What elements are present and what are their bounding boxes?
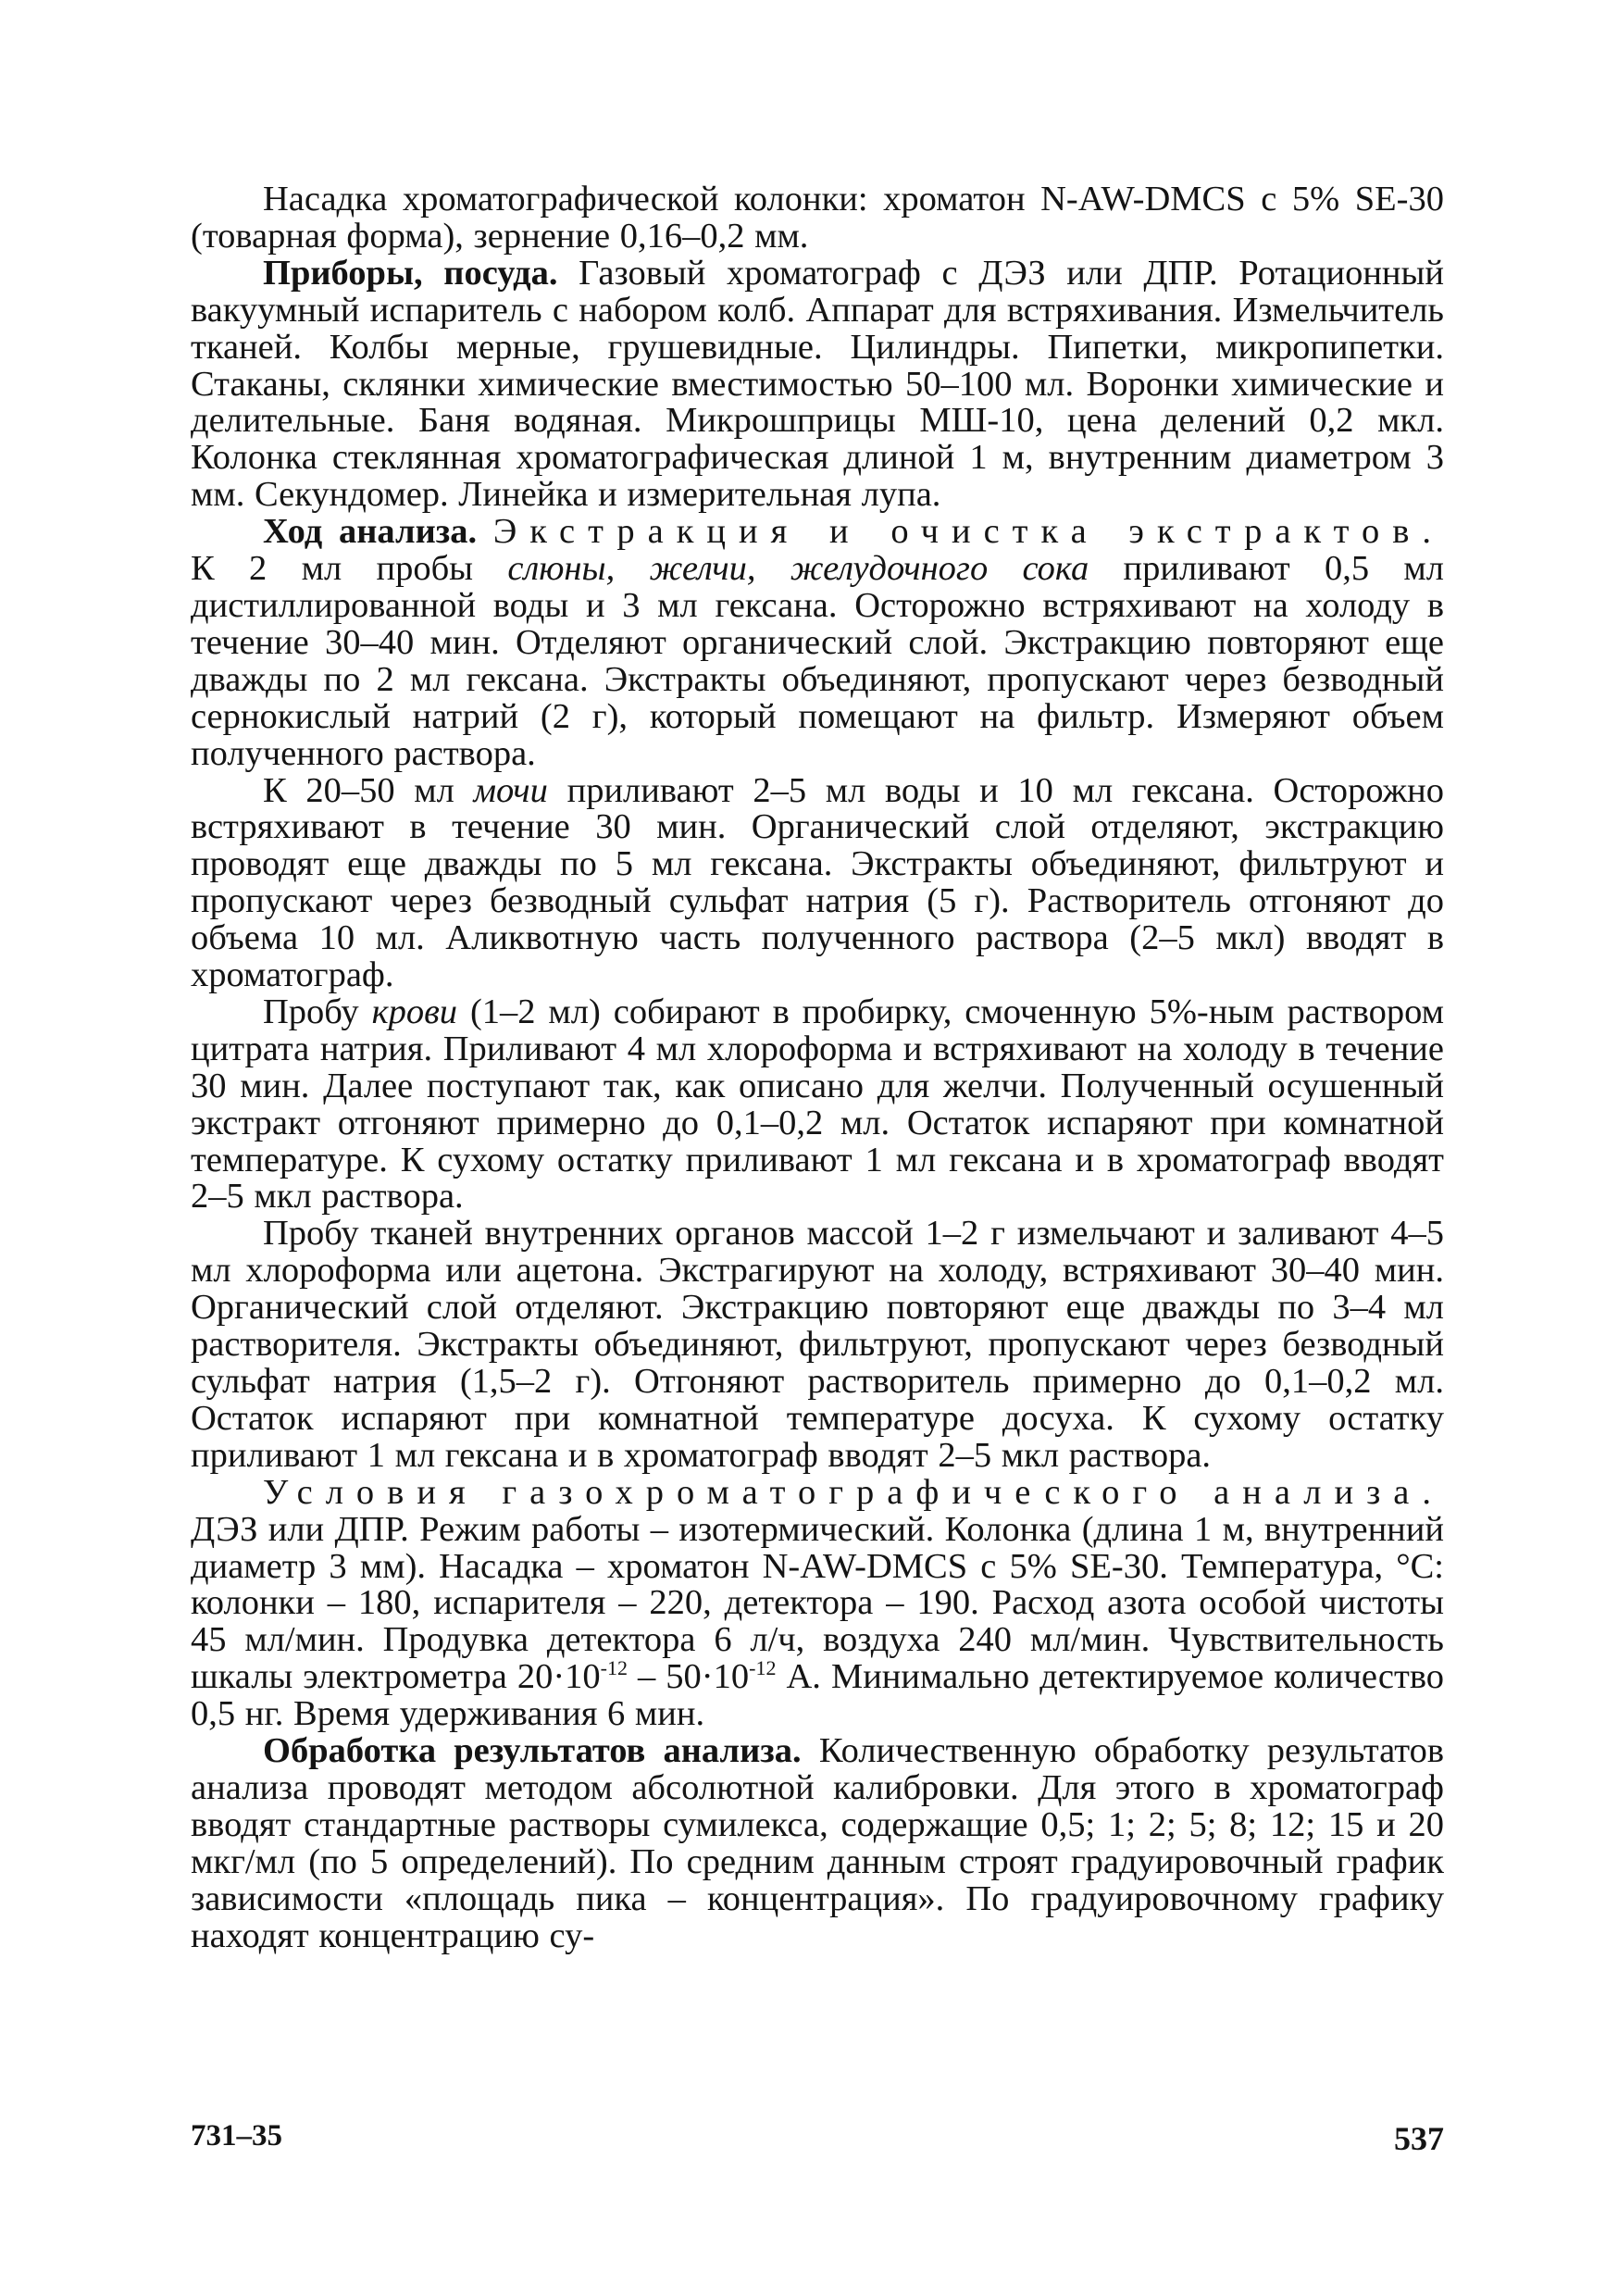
gc-text-1: ДЭЗ или ДПР. Режим работы – изотермический. Колонка (длина 1 м, внутренний диаметр 3 мм). Насадка – хроматон N-AW-DMCS с 5% SE-30. Температура, °С: колонки – 180, испарителя – 220, детектора – 190. Расход азота особой чистоты 45 мл/мин. Продувка детектора 6 л/ч, воздуха 240 мл/мин. Чувствительность шкалы электрометра 20·10 [191,1509,1444,1697]
processing-text: Количественную обработку результатов анализа проводят методом абсолютной калибровки. Для этого в хроматограф вводят стандартные растворы сумилекса, содержащие 0,5; 1; 2; 5; 8; 12; 15 и 20 мкг/мл (по 5 определений). По средним данным строят градуировочный график зависимости «площадь пика – концентрация». По градуировочному графику находят концентрацию су- [191,1731,1444,1955]
subheading-gc-conditions: Условия газохроматографического анализа. [263,1472,1444,1512]
paragraph-tissue: Пробу тканей внутренних органов массой 1–2 г измельчают и заливают 4–5 мл хлороформа или ацетона. Экстрагируют на холоду, встряхивают 30–40 мин. Органический слой отделяют. Экстракцию повторяют еще дважды по 3–4 мл растворителя. Экстракты объединяют, фильтруют, пропускают через безводный сульфат натрия (1,5–2 г). Отгоняют растворитель примерно до 0,1–0,2 мл. Остаток испаряют при комнатной температуре досуха. К сухому остатку приливают 1 мл гексана и в хроматограф вводят 2–5 мкл раствора. [191,1214,1444,1475]
page-body [191,181,1444,1955]
paragraph-blood [191,994,1444,1216]
equipment-text: Газовый хроматограф с ДЭЗ или ДПР. Ротационный вакуумный испаритель с набором колб. Аппарат для встряхивания. Измельчитель тканей. Колбы мерные, грушевидные. Цилиндры. Пипетки, микропипетки. Стаканы, склянки химические вместимостью 50–100 мл. Воронки химические и делительные. Баня водяная. Микрошприцы МШ-10, цена делений 0,2 мкл. Колонка стеклянная хроматографическая длиной 1 м, внутренним диаметром 3 мм. Секундомер. Линейка и измерительная лупа. [191,253,1444,515]
blood-text-2: (1–2 мл) собирают в пробирку, смоченную 5%-ным раствором цитрата натрия. Приливают 4 мл хлороформа и встряхивают на холоду в течение 30 мин. Далее поступают так, как описано для желчи. Полученный осушенный экстракт отгоняют примерно до 0,1–0,2 мл. Остаток испаряют при комнатной температуре. К сухому остатку приливают 1 мл гексана и в хроматограф вводят 2–5 мкл раствора. [191,992,1444,1217]
heading-processing: Обработка результатов анализа. [263,1731,802,1771]
urine-text-2: приливают 2–5 мл воды и 10 мл гексана. Осторожно встряхивают в течение 30 мин. Органический слой отделяют, экстракцию проводят еще дважды по 5 мл гексана. Экстракты объединяют, фильтруют и пропускают через безводный сульфат натрия (5 г). Растворитель отгоняют до объема 10 мл. Аликвотную часть полученного раствора (2–5 мкл) вводят в хроматограф. [191,770,1444,995]
footer-signature: 731–35 [191,2119,282,2152]
gc-exponent-2: -12 [749,1656,777,1680]
analysis-text-1: К 2 мл пробы [191,549,508,589]
subheading-extraction: Экстракция и очистка экстрактов. [492,512,1444,552]
paragraph-processing [191,1733,1444,1954]
heading-analysis: Ход анализа. [263,512,478,552]
paragraph-gc-conditions [191,1472,1444,1734]
gc-exponent-1: -12 [600,1656,628,1680]
urine-text-1: К 20–50 мл [263,770,474,810]
blood-italic: крови [371,992,458,1031]
heading-equipment: Приборы, посуда. [263,253,558,293]
blood-text-1: Пробу [263,992,372,1031]
analysis-italic-samples: слюны, желчи, желудочного сока [507,549,1089,589]
page-number: 537 [1394,2120,1444,2157]
paragraph-urine [191,770,1444,995]
urine-italic: мочи [473,770,548,810]
analysis-text-2: приливают 0,5 мл дистиллированной воды и 3 мл гексана. Осторожно встряхивают на холоду в течение 30–40 мин. Отделяют органический слой. Экстракцию повторяют еще дважды по 2 мл гексана. Экстракты объединяют, пропускают через безводный сернокислый натрий (2 г), который помещают на фильтр. Измеряют объем полученного раствора. [191,549,1445,773]
paragraph-analysis [191,514,1444,772]
paragraph-packing: Насадка хроматографической колонки: хроматон N-AW-DMCS с 5% SE-30 (товарная форма), зернение 0,16–0,2 мм. [191,180,1444,256]
gc-text-3: А. Минимально детектируемое количество 0,5 нг. Время удерживания 6 мин. [191,1657,1444,1734]
paragraph-equipment [191,253,1444,515]
gc-text-2: – 50·10 [627,1657,750,1697]
